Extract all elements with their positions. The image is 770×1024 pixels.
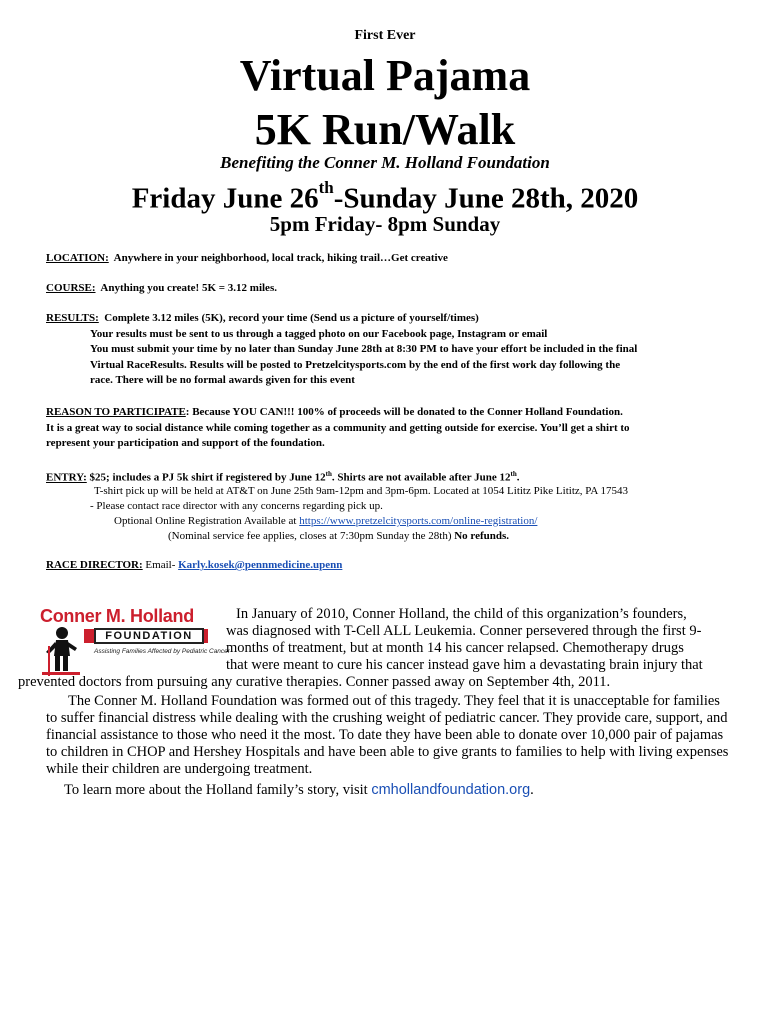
results-section xyxy=(46,311,736,389)
course-label: COURSE: xyxy=(46,282,96,294)
entry-refunds: No refunds. xyxy=(454,530,510,542)
results-line-5: race. There will be no formal awards given for this event xyxy=(90,374,355,386)
results-label: RESULTS: xyxy=(46,312,99,324)
location-section xyxy=(46,251,736,267)
entry-sup-a: th xyxy=(325,470,332,478)
reason-section xyxy=(46,405,736,452)
logo-tagline: Assisting Families Affected by Pediatric Cancer xyxy=(94,648,230,655)
foundation-logo xyxy=(40,606,230,676)
director-email-link[interactable]: Karly.kosek@pennmedicine.upenn xyxy=(178,559,343,571)
dates-sup: th xyxy=(318,178,334,197)
story-p1-line3: months of treatment, but at month 14 his cancer relapsed. Chemotherapy drugs xyxy=(226,640,684,656)
event-dates xyxy=(0,175,770,216)
story-p3-suffix: . xyxy=(530,782,534,798)
story-p1-line2: was diagnosed with T-Cell ALL Leukemia. Conner persevered through the first 9- xyxy=(226,623,702,639)
course-text: Anything you create! 5K = 3.12 miles. xyxy=(100,282,277,294)
director-section xyxy=(46,558,736,574)
director-label: RACE DIRECTOR: xyxy=(46,559,143,571)
dates-start: Friday June 26 xyxy=(131,182,319,215)
title-line-2: 5K Run/Walk xyxy=(254,105,516,154)
pre-title: First Ever xyxy=(354,28,416,43)
director-prefix: Email- xyxy=(142,559,179,571)
event-times: 5pm Friday- 8pm Sunday xyxy=(269,212,501,236)
entry-sup-b: th xyxy=(510,470,517,478)
entry-online xyxy=(114,514,734,530)
child-silhouette-icon xyxy=(42,626,80,676)
entry-label: ENTRY: xyxy=(46,471,87,484)
logo-foundation-text: FOUNDATION xyxy=(94,628,204,644)
benefiting-line: Benefiting the Conner M. Holland Foundation xyxy=(220,153,550,172)
story-p1-rest: prevented doctors from pursuing any curative therapies. Conner passed away on September 4th, 2011. xyxy=(18,674,611,690)
results-text: Complete 3.12 miles (5K), record your time (Send us a picture of yourself/times) xyxy=(104,312,479,324)
results-line-4: Virtual RaceResults. Results will be posted to Pretzelcitysports.com by the end of the first work day following the xyxy=(90,358,621,371)
reason-label: REASON TO PARTICIPATE xyxy=(46,406,186,418)
reason-line-3: represent your participation and support of the foundation. xyxy=(46,437,325,449)
entry-contact: - Please contact race director with any concerns regarding pick up. xyxy=(90,500,383,512)
reason-line-2: It is a great way to social distance while coming together as a community and getting outside for exercise. You’ll get a shirt to xyxy=(46,421,630,434)
foundation-website-link[interactable]: cmhollandfoundation.org xyxy=(371,782,531,798)
entry-fee xyxy=(168,529,728,545)
location-text: Anywhere in your neighborhood, local track, hiking trail…Get creative xyxy=(113,252,448,264)
results-line-3: You must submit your time by no later than Sunday June 28th at 8:30 PM to have your effort be included in the final xyxy=(90,343,638,355)
story-paragraph-3 xyxy=(46,782,732,799)
entry-text-a: $25; includes a PJ 5k shirt if registered by June 12 xyxy=(86,471,326,484)
reason-text: : Because YOU CAN!!! 100% of proceeds will be donated to the Conner Holland Foundation. xyxy=(185,406,623,418)
entry-pickup: T-shirt pick up will be held at AT&T on June 25th 9am-12pm and 3pm-6pm. Located at 1054 Lititz Pike Lititz, PA 17543 xyxy=(94,485,628,497)
registration-link[interactable]: https://www.pretzelcitysports.com/online-registration/ xyxy=(299,515,538,527)
story-paragraph-2: The Conner M. Holland Foundation was formed out of this tragedy. They feel that it is unacceptable for families to suffer financial distress while dealing with the crushing weight of pediatric cancer. They provide care, support, and financial assistance to those who need it the most. To date they have been able to donate over 10,000 pair of pajamas to children in CHOP and Hershey Hospitals and have been able to give grants to families to help with living expenses while their children are undergoing treatment. xyxy=(46,693,729,777)
story-p3-prefix: To learn more about the Holland family’s story, visit xyxy=(64,782,372,798)
entry-text-c: . xyxy=(516,471,520,484)
dates-end: -Sunday June 28th, 2020 xyxy=(333,182,639,215)
entry-fee-text: (Nominal service fee applies, closes at 7:30pm Sunday the 28th) xyxy=(168,530,455,542)
course-section xyxy=(46,281,736,297)
results-line-2: Your results must be sent to us through a tagged photo on our Facebook page, Instagram or email xyxy=(90,327,548,340)
title-line-1: Virtual Pajama xyxy=(239,51,531,100)
logo-name: Conner M. Holland xyxy=(40,606,194,626)
location-label: LOCATION: xyxy=(46,252,109,264)
entry-text-b: . Shirts are not available after June 12 xyxy=(331,471,511,484)
story-p1-line1: In January of 2010, Conner Holland, the child of this organization’s founders, xyxy=(236,606,687,622)
entry-online-prefix: Optional Online Registration Available at xyxy=(114,515,300,527)
story-p1-line4: that were meant to cure his cancer instead gave him a devastating brain injury that xyxy=(226,657,703,673)
